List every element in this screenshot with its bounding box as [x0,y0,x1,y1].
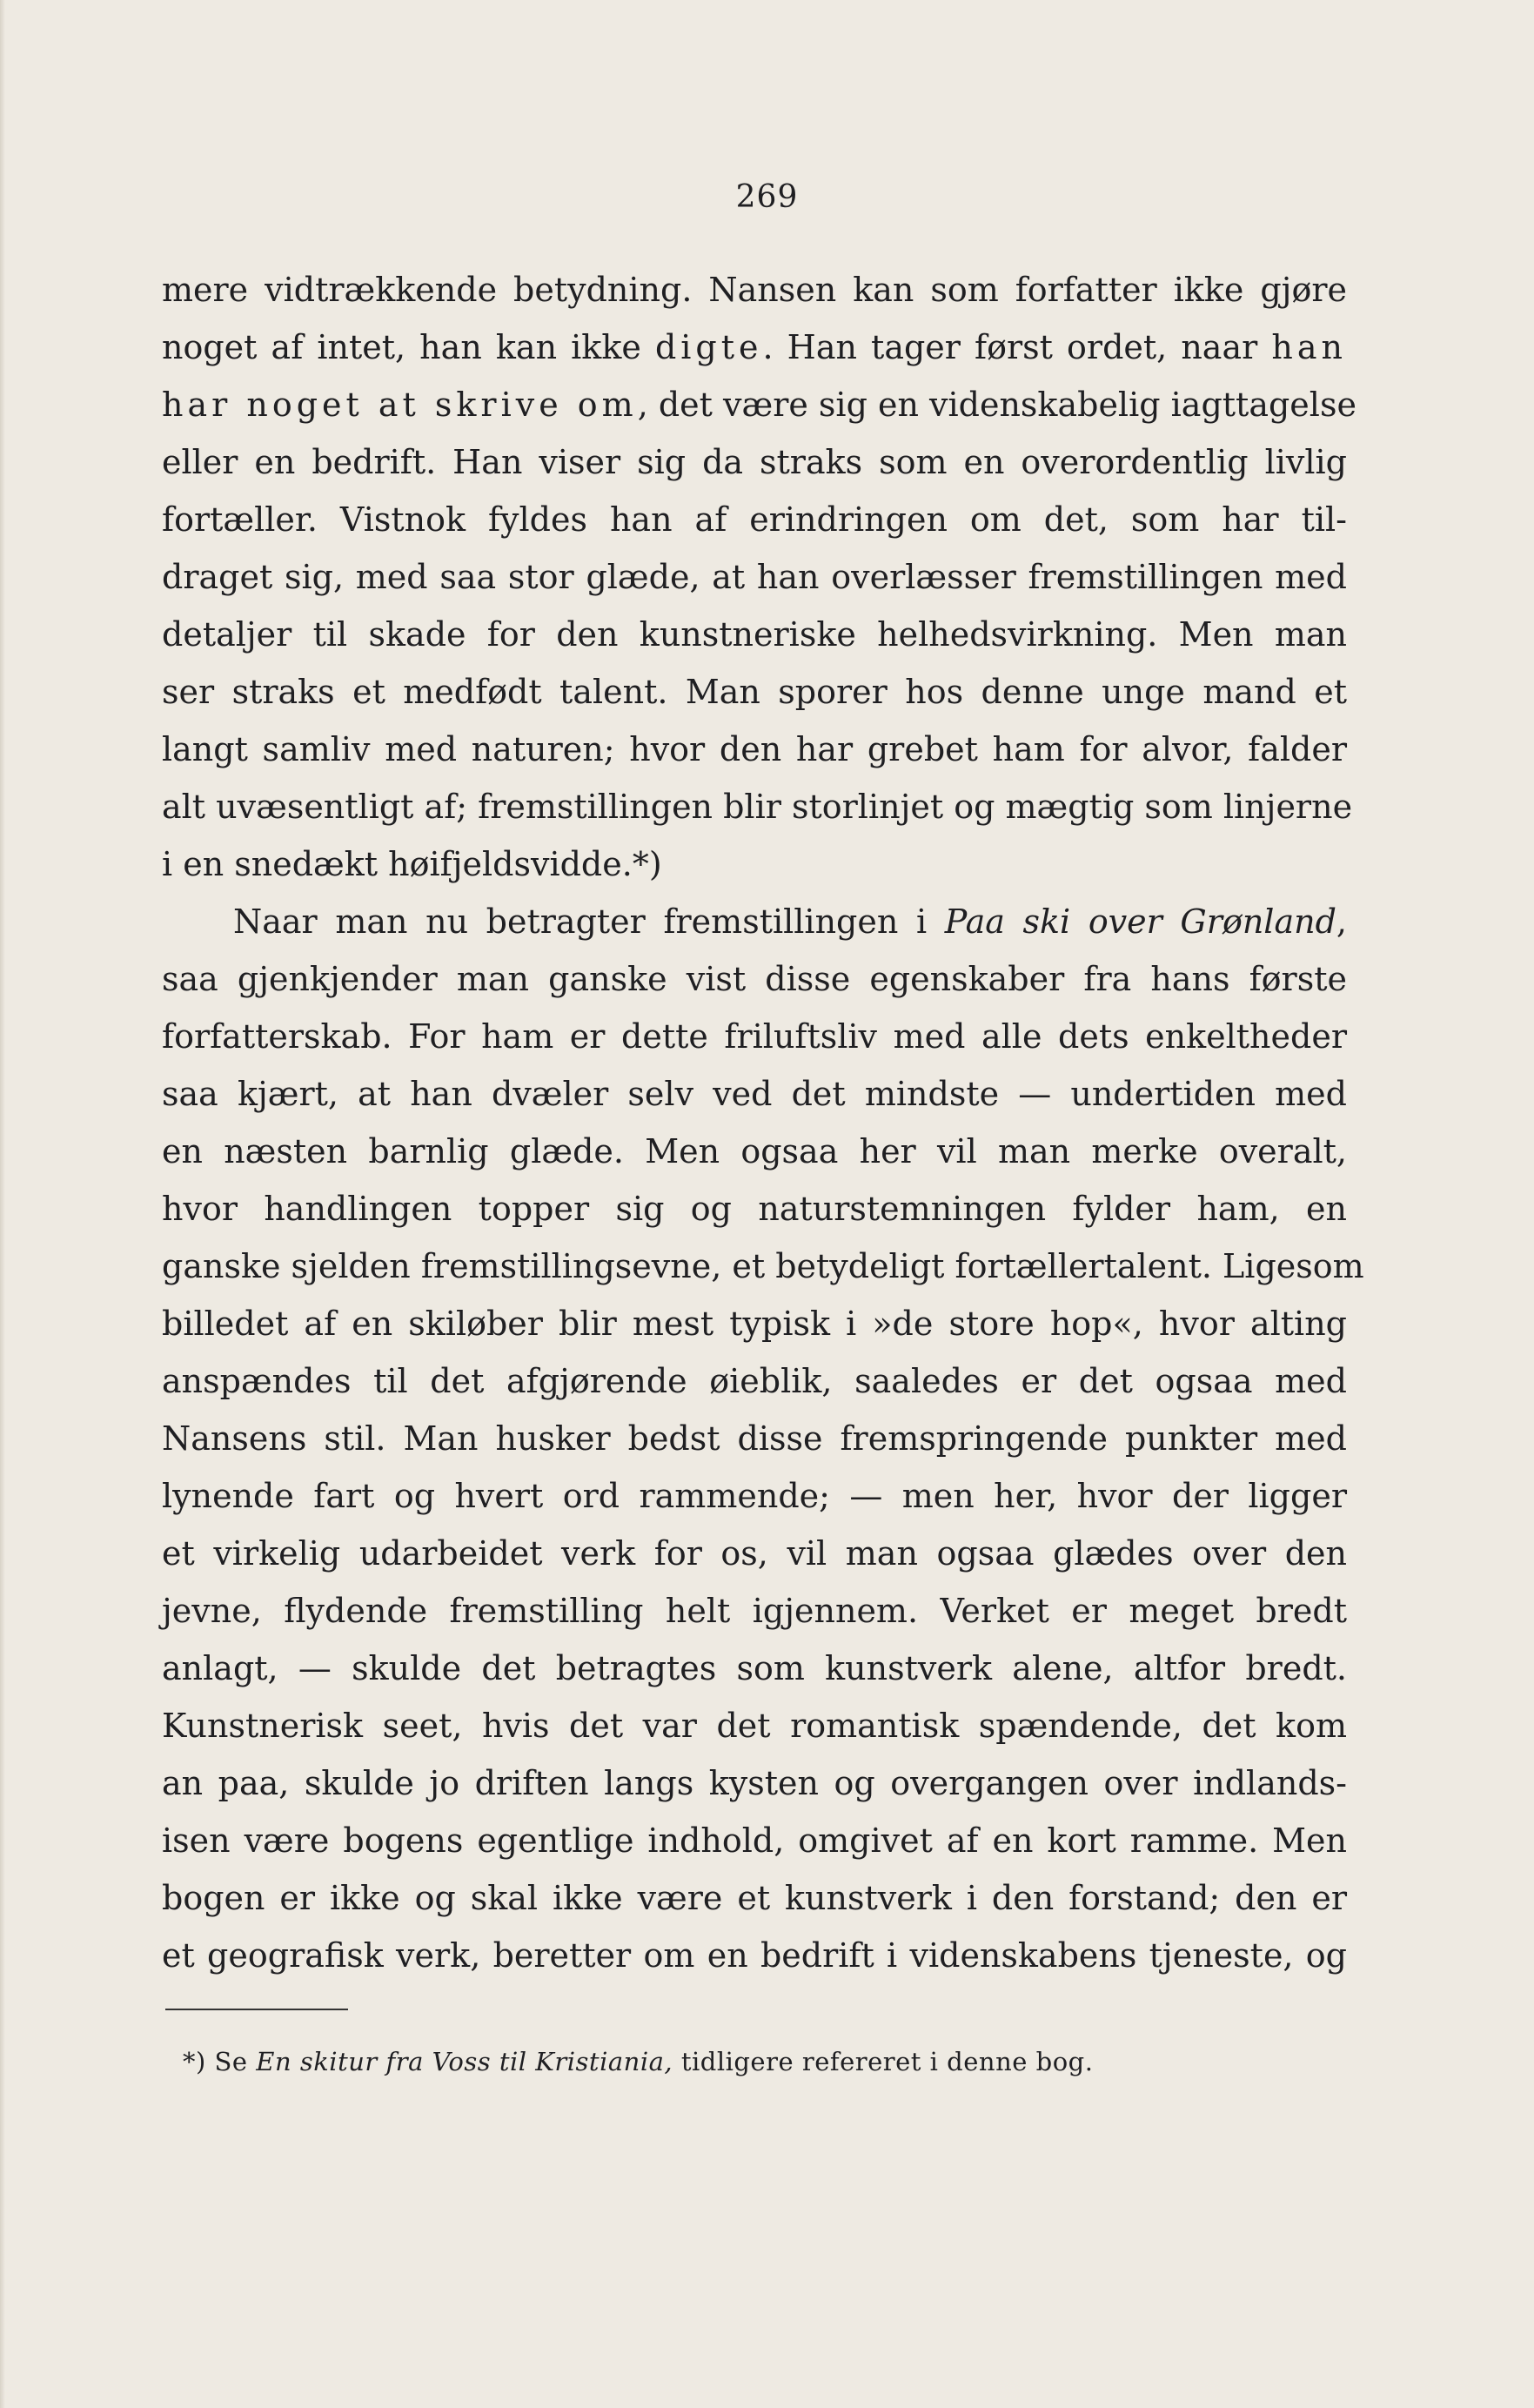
footnote-title: En skitur fra Voss til Kristiania, [256,2047,673,2076]
text-line: i en snedækt høifjeldsvidde.*) [162,845,662,883]
page-edge [0,0,5,2408]
text-line: Kunstnerisk seet, hvis det var det romantisk spændende, det kom [162,1707,1347,1745]
text-line-normal: . Han tager først ordet, naar [762,328,1272,366]
spaced-phrase: har noget at skrive om [162,386,638,424]
spaced-word: han [1271,328,1347,366]
text-line: isen være bogens egentlige indhold, omgivet af en kort ramme. Men [162,1821,1347,1860]
text-line: eller en bedrift. Han viser sig da straks som en overordentlig livlig [162,443,1347,481]
text-line: bogen er ikke og skal ikke være et kunstverk i den forstand; den er [162,1879,1347,1917]
text-line [162,893,1347,950]
text-line: et geografisk verk, beretter om en bedrift i videnskabens tjeneste, og [162,1936,1347,1975]
text-line [162,319,1347,376]
text-line: forfatterskab. For ham er dette friluftsliv med alle dets enkeltheder [162,1017,1347,1056]
text-line: an paa, skulde jo driften langs kysten og overgangen over indlands- [162,1764,1347,1802]
spaced-word: digte [654,328,763,366]
text-line: detaljer til skade for den kunstneriske helhedsvirkning. Men man [162,615,1347,654]
text-line: alt uvæsentligt af; fremstillingen blir storlinjet og mægtig som linjerne [162,788,1353,826]
text-line: mere vidtrækkende betydning. Nansen kan som forfatter ikke gjøre [162,271,1347,309]
text-line-normal: , [1336,902,1348,941]
text-line: saa gjenkjender man ganske vist disse egenskaber fra hans første [162,960,1347,998]
book-title: Paa ski over Grønland [944,902,1336,941]
text-line [162,376,1356,433]
text-line: langt samliv med naturen; hvor den har grebet ham for alvor, falder [162,730,1347,768]
footnote [183,2047,1093,2076]
text-line: fortæller. Vistnok fyldes han af erindringen om det, som har til- [162,500,1347,539]
page-number: 269 [735,179,799,215]
text-line: Nansens stil. Man husker bedst disse fremspringende punkter med [162,1419,1347,1458]
text-line: en næsten barnlig glæde. Men ogsaa her vil man merke overalt, [162,1132,1347,1170]
text-line: billedet af en skiløber blir mest typisk i »de store hop«, hvor alting [162,1305,1347,1343]
text-line: hvor handlingen topper sig og naturstemningen fylder ham, en [162,1190,1347,1228]
body-text [162,261,1364,1984]
text-line: draget sig, med saa stor glæde, at han overlæsser fremstillingen med [162,558,1347,596]
text-line: anlagt, — skulde det betragtes som kunstverk alene, altfor bredt. [162,1649,1347,1687]
text-line: ser straks et medfødt talent. Man sporer hos denne unge mand et [162,673,1347,711]
text-line: jevne, flydende fremstilling helt igjennem. Verket er meget bredt [162,1592,1347,1630]
text-line-normal: noget af intet, han kan ikke [162,328,655,366]
text-line: et virkelig udarbeidet verk for os, vil man ogsaa glædes over den [162,1534,1347,1573]
text-line: lynende fart og hvert ord rammende; — men her, hvor der ligger [162,1477,1347,1515]
footnote-marker: *) Se [183,2047,257,2076]
text-line: saa kjært, at han dvæler selv ved det mindste — undertiden med [162,1075,1347,1113]
text-line: anspændes til det afgjørende øieblik, saaledes er det ogsaa med [162,1362,1347,1400]
text-line-normal: Naar man nu betragter fremstillingen i [233,902,945,941]
text-line-normal: , det være sig en videnskabelig iagttagelse [637,386,1356,424]
text-line: ganske sjelden fremstillingsevne, et betydeligt fortællertalent. Ligesom [162,1247,1364,1285]
footnote-text: tidligere refereret i denne bog. [673,2047,1094,2076]
footnote-divider [165,2009,348,2010]
